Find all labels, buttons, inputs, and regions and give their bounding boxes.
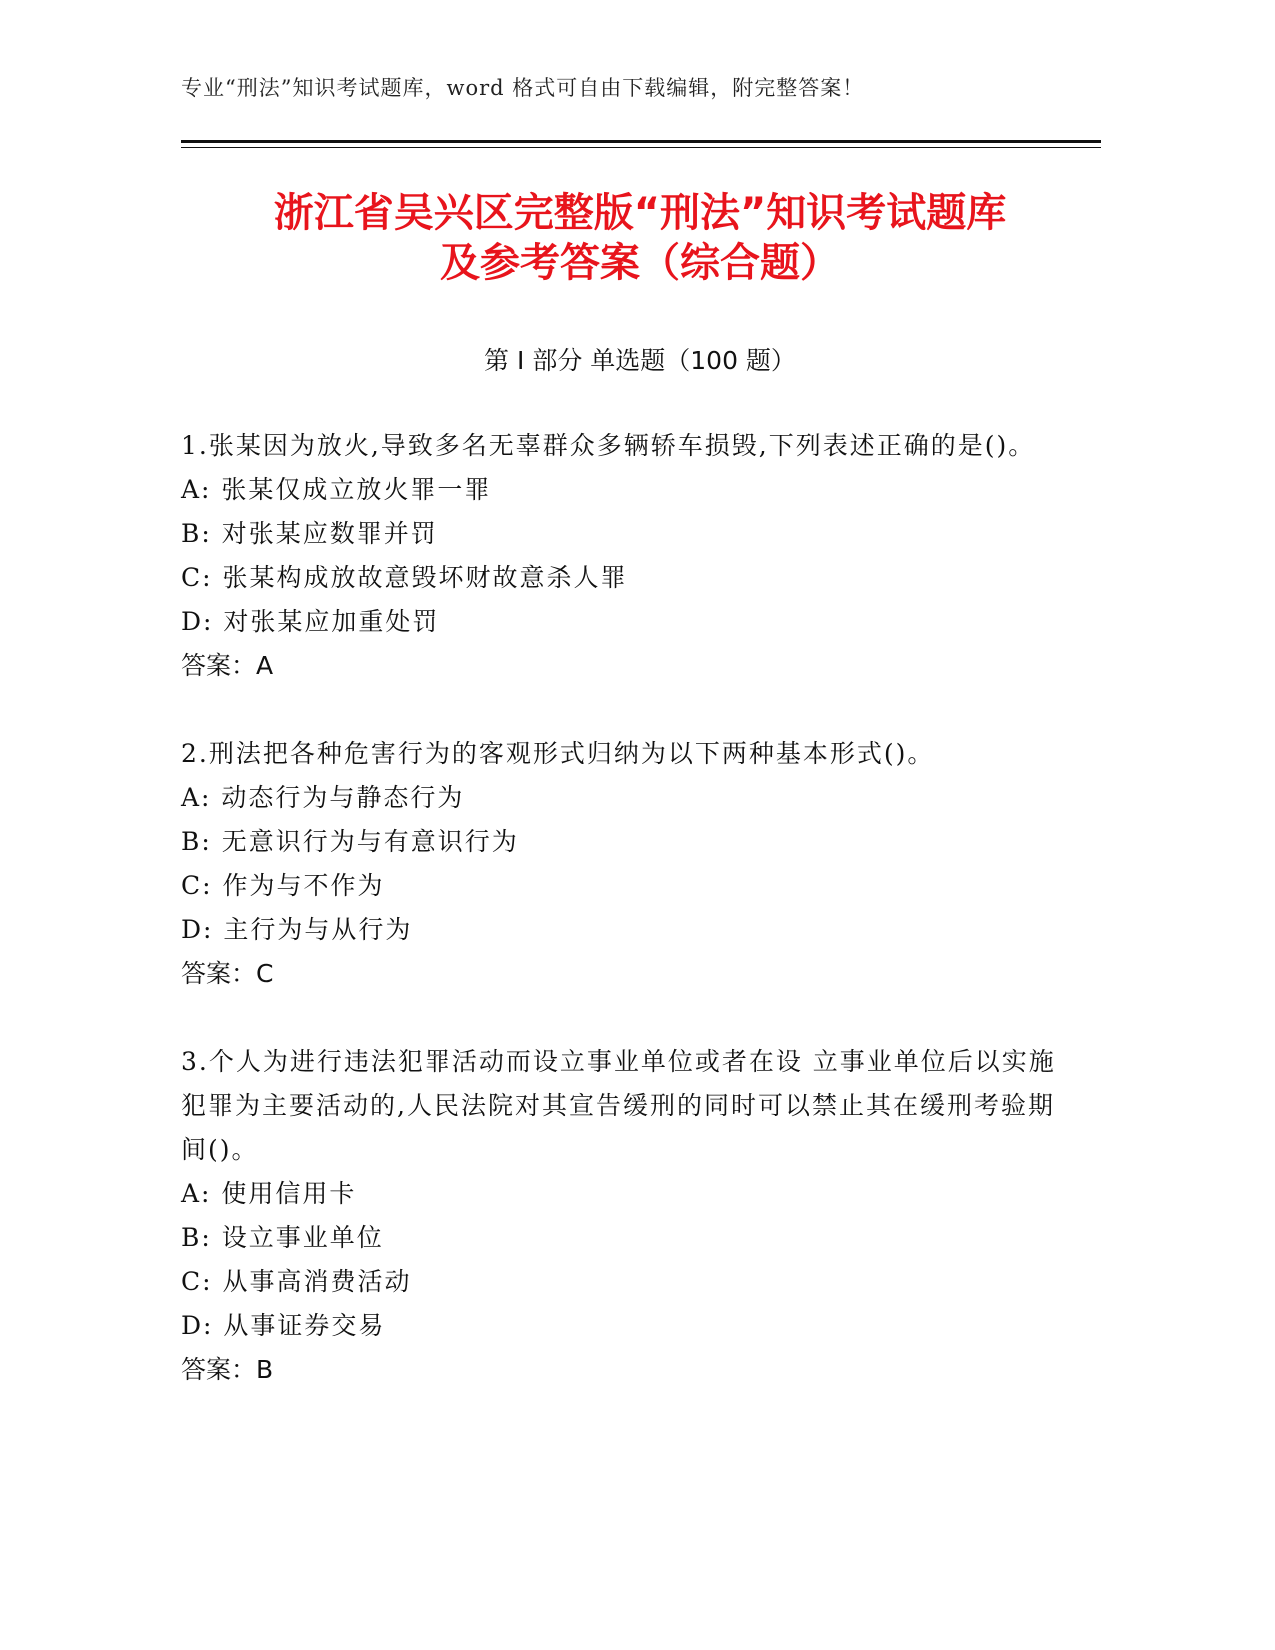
- document-title-line-1: 浙江省吴兴区完整版“刑法”知识考试题库: [273, 190, 1007, 236]
- section-title: 第 I 部分 单选题（100 题）: [484, 346, 796, 375]
- option-c: C: 作为与不作为: [181, 871, 385, 900]
- option-a: A: 动态行为与静态行为: [181, 783, 465, 812]
- question-stem: 3.个人为进行违法犯罪活动而设立事业单位或者在设 立事业单位后以实施犯罪为主要活动的,人民法院对其宣告缓刑的同时可以禁止其在缓刑考验期间()。: [181, 1047, 1056, 1164]
- header-note: 专业“刑法”知识考试题库，word 格式可自由下载编辑，附完整答案！: [181, 76, 865, 100]
- option-b: B: 设立事业单位: [181, 1223, 384, 1252]
- option-c: C: 张某构成放故意毁坏财故意杀人罪: [181, 563, 628, 592]
- option-a: A: 张某仅成立放火罪一罪: [181, 475, 492, 504]
- document-title-line-2: 及参考答案（综合题）: [440, 240, 840, 286]
- question-list: [181, 424, 1061, 1436]
- option-a: A: 使用信用卡: [181, 1179, 357, 1208]
- option-b: B: 对张某应数罪并罚: [181, 519, 438, 548]
- question-2: [181, 732, 1061, 996]
- option-b: B: 无意识行为与有意识行为: [181, 827, 519, 856]
- document-title: [140, 188, 1140, 288]
- question-stem: 2.刑法把各种危害行为的客观形式归纳为以下两种基本形式()。: [181, 739, 935, 768]
- header-divider-thin: [181, 147, 1101, 148]
- question-1: [181, 424, 1061, 688]
- option-d: D: 对张某应加重处罚: [181, 607, 440, 636]
- question-3: [181, 1040, 1061, 1392]
- option-c: C: 从事高消费活动: [181, 1267, 412, 1296]
- answer: 答案：A: [181, 651, 274, 680]
- option-d: D: 主行为与从行为: [181, 915, 413, 944]
- option-d: D: 从事证券交易: [181, 1311, 386, 1340]
- answer: 答案：C: [181, 959, 274, 988]
- header-divider-thick: [181, 140, 1101, 143]
- answer: 答案：B: [181, 1355, 274, 1384]
- question-stem: 1.张某因为放火,导致多名无辜群众多辆轿车损毁,下列表述正确的是()。: [181, 431, 1036, 460]
